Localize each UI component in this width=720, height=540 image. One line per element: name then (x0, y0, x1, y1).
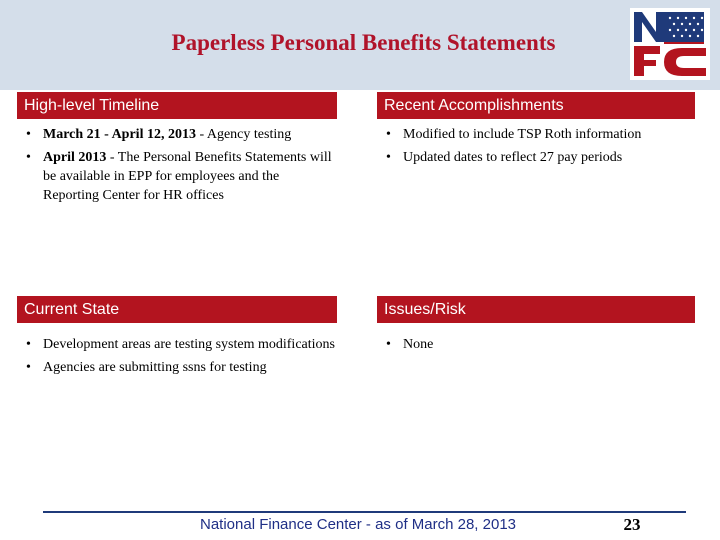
bullet-icon: • (386, 127, 391, 142)
list-item: • Development areas are testing system modifications (26, 337, 335, 352)
bullet-icon: • (26, 127, 31, 142)
issues-heading: Issues/Risk (377, 296, 695, 323)
bullet-icon: • (386, 337, 391, 352)
slide-title: Paperless Personal Benefits Statements (171, 30, 556, 55)
bullet-icon: • (386, 150, 391, 165)
list-item: • Modified to include TSP Roth information (386, 127, 642, 142)
footer-text: National Finance Center - as of March 28, 2013 (200, 516, 517, 533)
current-state-list (25, 335, 335, 381)
list-item: • April 2013 - The Personal Benefits Statements will be available in EPP for employees and the Reporting Center for HR offices (26, 150, 332, 203)
footer-divider (43, 511, 686, 513)
nfc-logo (630, 8, 710, 80)
accomplishments-list (385, 125, 695, 171)
list-item: • Agencies are submitting ssns for testing (26, 360, 267, 375)
issues-list (385, 335, 695, 358)
list-item: • March 21 - April 12, 2013 - Agency testing (26, 127, 292, 142)
timeline-heading: High-level Timeline (17, 92, 337, 119)
list-item: • Updated dates to reflect 27 pay periods (386, 150, 623, 165)
current-state-heading: Current State (17, 296, 337, 323)
bullet-icon: • (26, 360, 31, 375)
timeline-list (25, 125, 335, 209)
bullet-icon: • (26, 150, 31, 165)
accomplishments-heading: Recent Accomplishments (377, 92, 695, 119)
bullet-icon: • (26, 337, 31, 352)
page-number: 23 (623, 515, 641, 534)
list-item: • None (386, 337, 434, 352)
